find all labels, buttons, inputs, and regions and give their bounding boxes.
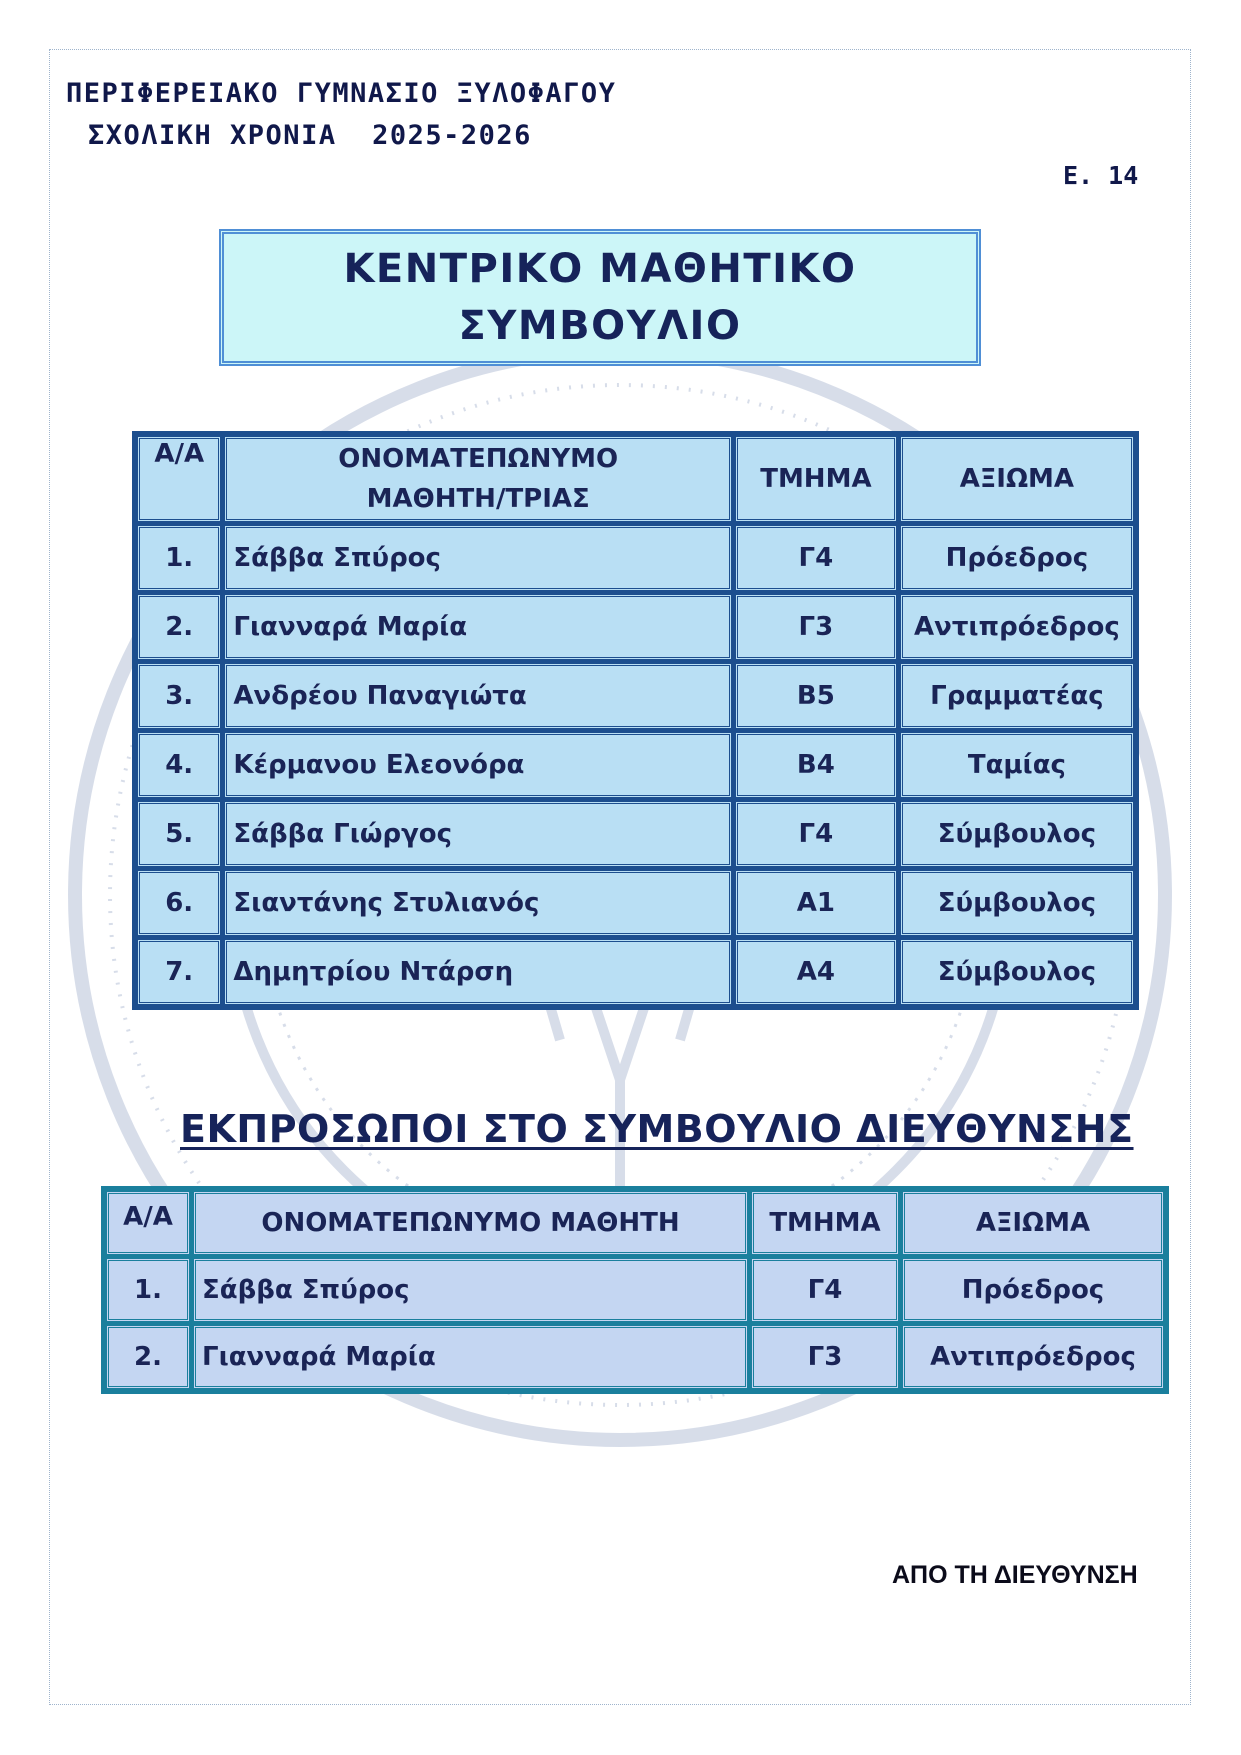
student-name: Γιανναρά Μαρία bbox=[193, 1325, 748, 1389]
row-number: 2. bbox=[106, 1325, 190, 1389]
student-section: Γ3 bbox=[751, 1325, 899, 1389]
header-role: ΑΞΙΩΜΑ bbox=[902, 1191, 1164, 1255]
table-header-row bbox=[106, 1191, 1164, 1255]
table-row bbox=[137, 525, 1134, 591]
school-name: ΠΕΡΙΦΕΡΕΙΑΚΟ ΓΥΜΝΑΣΙΟ ΞΥΛΟΦΑΓΟΥ bbox=[66, 78, 617, 109]
student-name: Γιανναρά Μαρία bbox=[224, 594, 732, 660]
representatives-table bbox=[101, 1186, 1169, 1394]
student-role: Αντιπρόεδρος bbox=[902, 1325, 1164, 1389]
student-role: Πρόεδρος bbox=[902, 1258, 1164, 1322]
header-aa: Α/Α bbox=[106, 1191, 190, 1255]
table-row bbox=[106, 1325, 1164, 1389]
council-table bbox=[132, 431, 1139, 1010]
header-aa: Α/Α bbox=[137, 436, 221, 522]
row-number: 1. bbox=[106, 1258, 190, 1322]
student-role: Αντιπρόεδρος bbox=[900, 594, 1134, 660]
row-number: 7. bbox=[137, 939, 221, 1005]
student-section: Β4 bbox=[735, 732, 897, 798]
table-row bbox=[137, 663, 1134, 729]
table-row bbox=[137, 594, 1134, 660]
representatives-heading: ΕΚΠΡΟΣΩΠΟΙ ΣΤΟ ΣΥΜΒΟΥΛΙΟ ΔΙΕΥΘΥΝΣΗΣ bbox=[180, 1107, 1134, 1151]
student-section: Γ4 bbox=[735, 801, 897, 867]
header-name-line-1: ΟΝΟΜΑΤΕΠΩΝΥΜΟ bbox=[338, 444, 619, 474]
document-reference: Ε. 14 bbox=[1063, 161, 1139, 190]
table-row bbox=[137, 870, 1134, 936]
student-section: Α4 bbox=[735, 939, 897, 1005]
student-name: Σάββα Σπύρος bbox=[224, 525, 732, 591]
header-section: ΤΜΗΜΑ bbox=[735, 436, 897, 522]
title-line-2: ΣΥΜΒΟΥΛΙΟ bbox=[458, 302, 742, 349]
signature: ΑΠΟ ΤΗ ΔΙΕΥΘΥΝΣΗ bbox=[892, 1561, 1138, 1589]
table-header-row bbox=[137, 436, 1134, 522]
table-row bbox=[106, 1258, 1164, 1322]
title-line-1: ΚΕΝΤΡΙΚΟ ΜΑΘΗΤΙΚΟ bbox=[343, 245, 857, 292]
student-name: Σιαντάνης Στυλιανός bbox=[224, 870, 732, 936]
student-name: Κέρμανου Ελεονόρα bbox=[224, 732, 732, 798]
row-number: 3. bbox=[137, 663, 221, 729]
header-role: ΑΞΙΩΜΑ bbox=[900, 436, 1134, 522]
school-year: ΣΧΟΛΙΚΗ ΧΡΟΝΙΑ 2025-2026 bbox=[88, 120, 532, 151]
header-name: ΟΝΟΜΑΤΕΠΩΝΥΜΟ ΜΑΘΗΤΗ bbox=[193, 1191, 748, 1255]
row-number: 1. bbox=[137, 525, 221, 591]
header-name bbox=[224, 436, 732, 522]
student-name: Σάββα Σπύρος bbox=[193, 1258, 748, 1322]
student-role: Σύμβουλος bbox=[900, 870, 1134, 936]
student-section: Β5 bbox=[735, 663, 897, 729]
student-section: Α1 bbox=[735, 870, 897, 936]
title-box bbox=[219, 229, 981, 366]
table-row bbox=[137, 801, 1134, 867]
student-section: Γ4 bbox=[735, 525, 897, 591]
student-role: Πρόεδρος bbox=[900, 525, 1134, 591]
student-role: Σύμβουλος bbox=[900, 939, 1134, 1005]
table-row bbox=[137, 939, 1134, 1005]
header-section: ΤΜΗΜΑ bbox=[751, 1191, 899, 1255]
student-role: Σύμβουλος bbox=[900, 801, 1134, 867]
student-name: Ανδρέου Παναγιώτα bbox=[224, 663, 732, 729]
header-name-line-2: ΜΑΘΗΤΗ/ΤΡΙΑΣ bbox=[366, 484, 590, 514]
student-role: Γραμματέας bbox=[900, 663, 1134, 729]
table-row bbox=[137, 732, 1134, 798]
row-number: 5. bbox=[137, 801, 221, 867]
row-number: 4. bbox=[137, 732, 221, 798]
student-section: Γ4 bbox=[751, 1258, 899, 1322]
row-number: 6. bbox=[137, 870, 221, 936]
student-role: Ταμίας bbox=[900, 732, 1134, 798]
student-name: Σάββα Γιώργος bbox=[224, 801, 732, 867]
row-number: 2. bbox=[137, 594, 221, 660]
student-name: Δημητρίου Ντάρση bbox=[224, 939, 732, 1005]
student-section: Γ3 bbox=[735, 594, 897, 660]
